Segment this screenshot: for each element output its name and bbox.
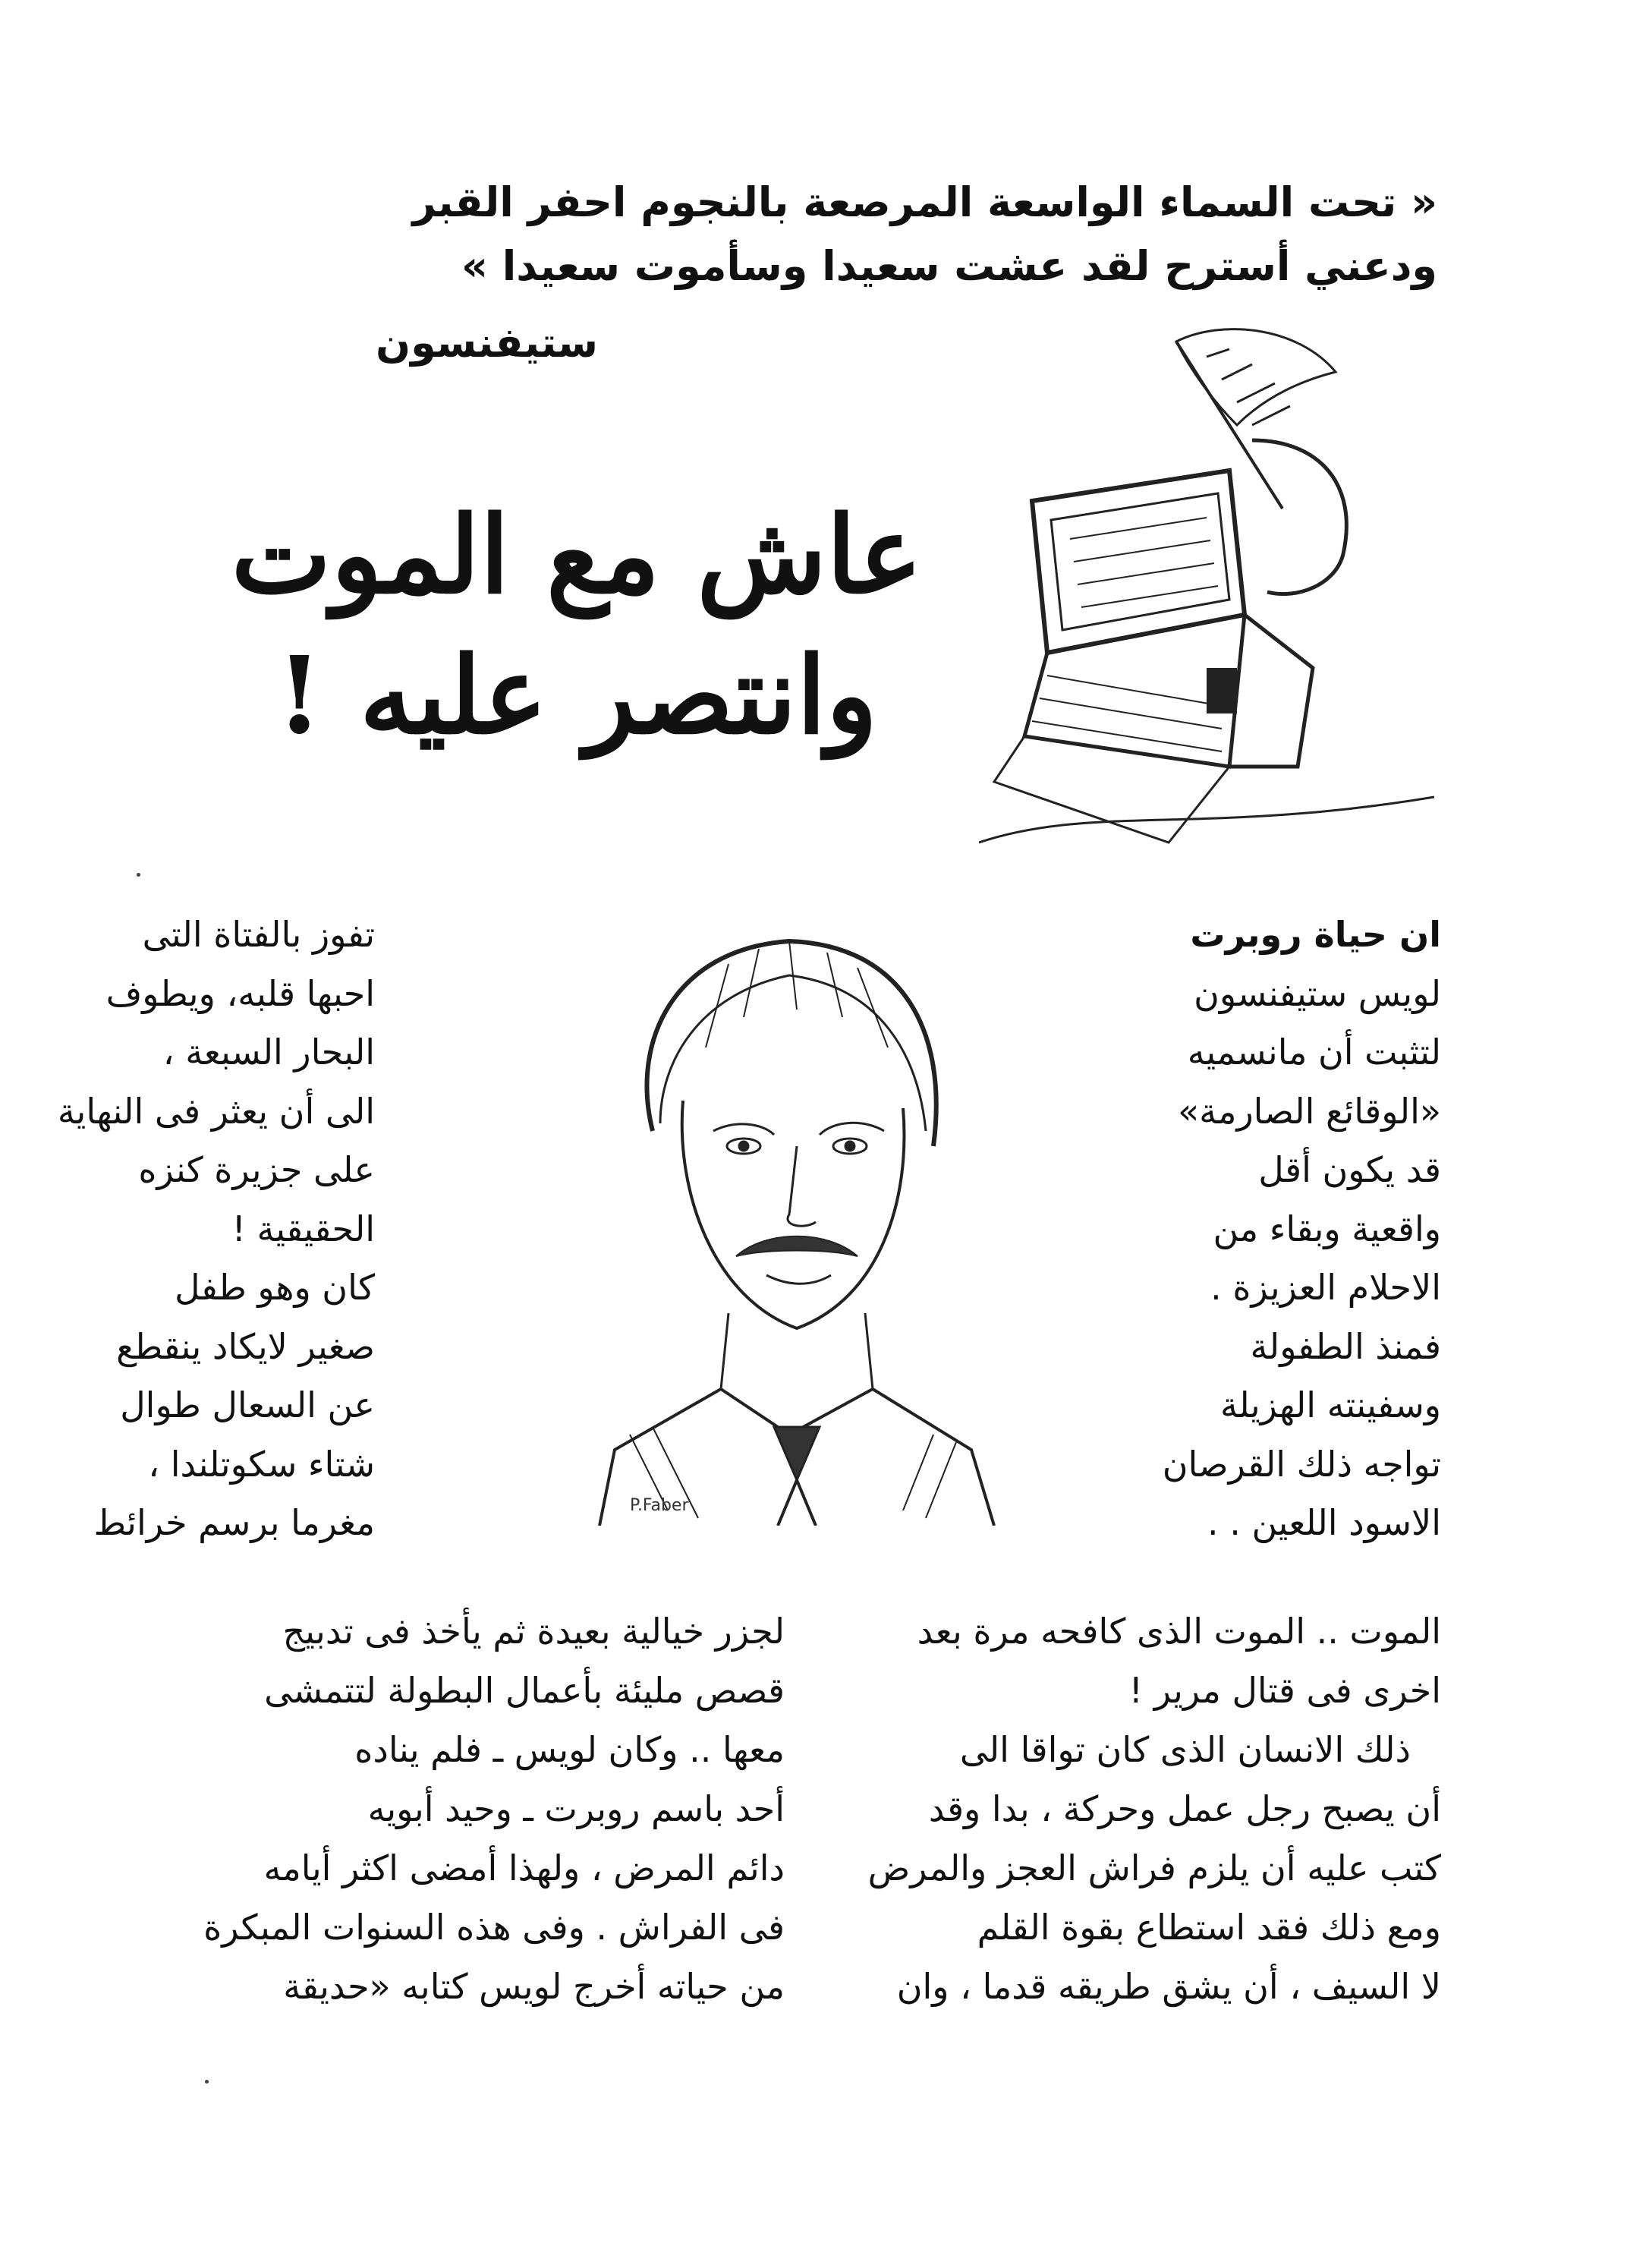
article-bottom-left [117, 1602, 785, 2016]
column-line: تفوز بالفتاة التى [142, 914, 375, 955]
epigraph-line-1: « تحت السماء الواسعة المرصعة بالنجوم احفر القبر [412, 178, 1437, 226]
article-bottom-right [781, 1602, 1441, 2016]
column-line: قد يكون أقل [1258, 1149, 1441, 1190]
paragraph-line: أن يصبح رجل عمل وحركة ، بدا وقد [928, 1788, 1441, 1829]
column-line: واقعية وبقاء من [1213, 1208, 1441, 1249]
paragraph-line: لا السيف ، أن يشق طريقه قدما ، وان [896, 1966, 1441, 2007]
column-line: على جزيرة كنزه [138, 1149, 375, 1190]
column-line: الى أن يعثر فى النهاية [57, 1090, 375, 1132]
paragraph-line: ومع ذلك فقد استطاع بقوة القلم [977, 1907, 1441, 1948]
column-line: فمنذ الطفولة [1250, 1325, 1441, 1367]
article-column-right [1122, 906, 1441, 1553]
portrait-signature: P.Faber [630, 1496, 689, 1515]
paragraph-line: اخرى فى قتال مرير ! [1128, 1670, 1441, 1711]
column-line: كان وهو طفل [175, 1267, 375, 1308]
epigraph-author: ستيفنسون [376, 319, 598, 367]
column-line: تواجه ذلك القرصان [1162, 1443, 1441, 1485]
paragraph-line: ذلك الانسان الذى كان تواقا الى [959, 1729, 1411, 1770]
column-line: الاحلام العزيزة . [1210, 1267, 1441, 1308]
stevenson-portrait [584, 903, 1009, 1526]
title-line-2: وانتصر عليه ! [275, 634, 878, 758]
column-line: لويس ستيفنسون [1194, 972, 1441, 1014]
article-column-left [49, 906, 375, 1553]
column-line: عن السعال طوال [120, 1384, 375, 1425]
paragraph-line: معها .. وكان لويس ـ فلم يناده [354, 1729, 785, 1770]
paragraph-line: دائم المرض ، ولهذا أمضى اكثر أيامه [263, 1847, 785, 1888]
epigraph-quote [375, 171, 1437, 298]
column-line: الحقيقية ! [231, 1208, 375, 1249]
scan-mark [205, 2080, 209, 2084]
column-line: احبها قلبه، ويطوف [105, 972, 375, 1014]
epigraph-line-2: ودعني أسترح لقد عشت سعيدا وسأموت سعيدا » [461, 242, 1437, 290]
paragraph-line: الموت .. الموت الذى كافحه مرة بعد [917, 1611, 1441, 1652]
column-line: وسفينته الهزيلة [1219, 1384, 1441, 1425]
column-line: «الوقائع الصارمة» [1178, 1090, 1441, 1132]
paragraph-line: من حياته أخرج لويس كتابه «حديقة [283, 1966, 785, 2007]
column-line: صغير لايكاد ينقطع [116, 1325, 375, 1367]
paragraph-line: كتب عليه أن يلزم فراش العجز والمرض [867, 1847, 1441, 1888]
book-quill-illustration [979, 311, 1434, 858]
column-line: شتاء سكوتلندا ، [148, 1443, 375, 1485]
article-title [220, 486, 933, 767]
column-line: مغرما برسم خرائط [93, 1502, 375, 1543]
column-line: البحار السبعة ، [162, 1032, 375, 1073]
title-line-1: عاش مع الموت [231, 493, 923, 618]
column-line: الاسود اللعين . . [1207, 1502, 1441, 1543]
paragraph-line: فى الفراش . وفى هذه السنوات المبكرة [203, 1907, 785, 1948]
column-line: لتثبت أن مانسميه [1187, 1032, 1441, 1073]
scan-mark [137, 873, 140, 877]
paragraph-line: قصص مليئة بأعمال البطولة لتتمشى [264, 1670, 785, 1711]
column-line: ان حياة روبرت [1190, 914, 1441, 955]
paragraph-line: لجزر خيالية بعيدة ثم يأخذ فى تدبيج [282, 1611, 785, 1652]
paragraph-line: أحد باسم روبرت ـ وحيد أبويه [367, 1788, 785, 1829]
